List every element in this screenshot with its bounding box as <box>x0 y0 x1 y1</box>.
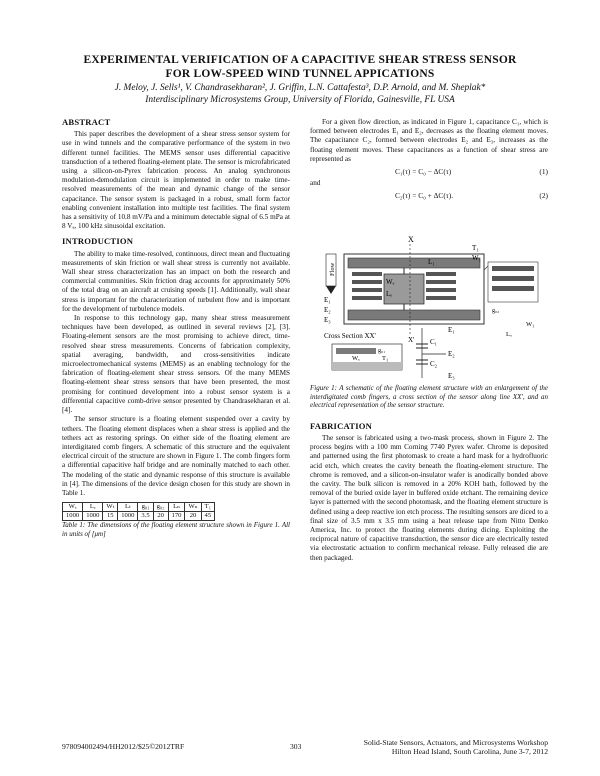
enlarged-finger <box>492 266 534 271</box>
footer-copyright: 978094002494/HH2012/$25©2012TRF <box>62 742 185 751</box>
equation-1-text: C₁(τ) = C₀ − ΔC(τ) <box>395 167 452 177</box>
intro-paragraph-2: In response to this technology gap, many shear stress measurement techniques have been developed, as outlined in several reviews [2], [3]. Floating-element sensors are the most promising to achieve direct, time-resolved shear stress measurements. Concerns of fabrication complexity, spatial averaging, bandwidth, and cross-sensitivities indicate microelectromechanical systems (MEMS) as an enabling technology for the fabrication of floating-element shear stress sensors. Of the many MEMS floating-element shear stress sensors that have been presented, the most promising for continued development into a robust sensor system is a differential capacitive comb-drive sensor presented by Chandrasekharan et al. [4]. <box>62 314 290 415</box>
comb-finger <box>426 296 456 300</box>
table-header-cell: T₁ <box>201 503 215 512</box>
footer-venue-line1: Solid-State Sensors, Actuators, and Microsystems Workshop <box>363 738 548 747</box>
fabrication-heading: FABRICATION <box>310 420 373 431</box>
label-x-top: X <box>408 235 414 244</box>
comb-finger <box>352 272 382 276</box>
table-cell: 170 <box>168 512 185 521</box>
table-cell: 20 <box>185 512 201 521</box>
page-number: 303 <box>290 742 302 751</box>
comb-finger <box>426 288 456 292</box>
cross-section-element <box>336 348 376 354</box>
table-header-cell: g₀₁ <box>138 503 153 512</box>
figure-1-schematic <box>322 232 544 382</box>
table-header-cell: g₀₂ <box>153 503 168 512</box>
equation-1-number: (1) <box>539 167 548 177</box>
table-cell: 1000 <box>118 512 138 521</box>
dimensions-table <box>62 502 215 521</box>
paper-title-line2: FOR LOW-SPEED WIND TUNNEL APPICATIONS <box>165 68 435 80</box>
equation-2-number: (2) <box>539 191 548 201</box>
table-header-cell: Lₑ <box>83 503 103 512</box>
comb-finger <box>352 288 382 292</box>
table-cell: 3.5 <box>138 512 153 521</box>
right-column-top <box>310 118 548 204</box>
label-wf-right: W₁ <box>526 321 535 328</box>
label-t1-bottom: T₁ <box>382 355 389 362</box>
table-cell: 1000 <box>83 512 103 521</box>
enlarged-finger <box>492 286 534 291</box>
abstract-heading: ABSTRACT <box>62 117 111 127</box>
left-column <box>62 118 290 538</box>
label-lo-right: Lₒ <box>506 331 512 338</box>
comb-finger <box>352 296 382 300</box>
enlargement-leader <box>484 266 488 270</box>
author-list: J. Meloy, J. Sells¹, V. Chandrasekharan², J. Griffin, L.N. Cattafesta³, D.P. Arnold, and M. Sheplak* <box>114 83 486 93</box>
table-header-cell: Lₜ <box>118 503 138 512</box>
label-t1-top: T₁ <box>472 244 479 252</box>
right-column-bottom <box>310 384 548 563</box>
intro-paragraph-1: The ability to make time-resolved, continuous, direct mean and fluctuating measurements of skin friction or wall shear stress is currently not available. Wall shear stress characterization has an impact on both the research and commercial communities. Skin friction drag accounts for approximately 50% of the total drag on an aircraft at cruising speeds [1]. Additionally, wall shear stress is important for the characterization of turbulent flow and is important for the development of turbulence models. <box>62 249 290 313</box>
equation-1 <box>310 167 548 176</box>
label-e2: E₂ <box>324 306 331 314</box>
comb-finger <box>352 280 382 284</box>
label-c2: C₂ <box>430 360 438 368</box>
table-cell: 20 <box>153 512 168 521</box>
intro-paragraph-3: The sensor structure is a floating element suspended over a cavity by tethers. The floating element displaces when a shear stress is applied and the tethers act as restoring springs. On either side of the floating element are interdigitated comb fingers. A schematic of this structure and the equivalent electrical circuit of the structure are shown in Figure 1. The comb fingers form a differential capacitive half bridge and are nominally matched to each other. The modeling of the static and dynamic response of this structure is available in [4]. The dimensions of the device design chosen for this study are shown in Table 1. <box>62 415 290 497</box>
table-cell: 15 <box>103 512 118 521</box>
label-e1: E₁ <box>324 296 331 304</box>
label-g02: g₀₂ <box>492 308 500 314</box>
introduction-heading: INTRODUCTION <box>62 236 134 247</box>
table-header-cell: Wₑ <box>63 503 83 512</box>
label-we-bottom: Wₑ <box>352 355 360 362</box>
footer-venue <box>330 738 548 756</box>
label-flow: Flow <box>329 262 336 276</box>
table-value-row <box>63 512 215 521</box>
label-e1-circuit: E₁ <box>448 326 455 334</box>
cross-section-substrate <box>332 362 402 370</box>
table-cell: 45 <box>201 512 215 521</box>
comb-finger <box>426 280 456 284</box>
label-c1: C₁ <box>430 338 438 346</box>
label-lf: L₁ <box>428 258 435 266</box>
electrode-e3-bar <box>348 310 480 320</box>
footer-venue-line2: Hilton Head Island, South Carolina, June 3-7, 2012 <box>391 747 548 756</box>
electrode-e1-bar <box>348 258 480 268</box>
label-e2-circuit: E₂ <box>448 350 455 358</box>
label-wf: W₁ <box>472 254 482 262</box>
label-e3-circuit: E₃ <box>448 372 455 380</box>
label-cross-section: Cross Section XX' <box>324 332 376 340</box>
figure-1-caption: Figure 1: A schematic of the floating element structure with an enlargement of the interdigitated comb fingers, a cross section of the sensor along line XX', and an electrical representation of the sensor structure. <box>310 384 548 410</box>
right-intro-paragraph: For a given flow direction, as indicated in Figure 1, capacitance C₁, which is formed between electrodes E₁ and E₂, decreases as the floating element moves. The capacitance C₂, formed between electrodes E₂ and E₃, increases as the floating element moves. These capacitances as a function of shear stress are represented as <box>310 118 548 163</box>
table-cell: 1000 <box>63 512 83 521</box>
equation-2-text: C₂(τ) = C₀ + ΔC(τ). <box>395 191 454 201</box>
flow-arrow-head <box>326 286 336 294</box>
comb-finger <box>426 272 456 276</box>
label-le: Lₑ <box>386 290 393 298</box>
paper-title-line1: EXPERIMENTAL VERIFICATION OF A CAPACITIVE SHEAR STRESS SENSOR <box>83 54 517 66</box>
label-x-bottom: X' <box>408 336 415 344</box>
enlarged-finger <box>492 276 534 281</box>
and-text: and <box>310 179 321 188</box>
label-we: Wₑ <box>386 278 395 286</box>
abstract-text: This paper describes the development of a shear stress sensor system for use in wind tunnels and the comparative performance of the system in two different tunnel facilities. The MEMS sensor uses differential capacitive transduction of a tethered floating-element plate. The sensor is microfabricated using a silicon-on-Pyrex fabrication process. An analog synchronous modulation-demodulation circuit is implemented in order to make time-resolved measurements of the mean and dynamic change of the sensor capacitance. The sensor system is packaged in a robust, small form factor enabling convenient installation into multiple test facilities. The final system has a sensitivity of 10.8 mV/Pa and a minimum detectable signal of 6.5 mPa at 8 Vₐ, 100 kHz sinusoidal excitation. <box>62 130 290 231</box>
table-header-cell: Wₙ <box>185 503 201 512</box>
label-e3: E₃ <box>324 316 331 324</box>
table-header-row <box>63 503 215 512</box>
equation-2 <box>310 191 548 200</box>
fabrication-paragraph: The sensor is fabricated using a two-mask process, shown in Figure 2. The process begins with a 100 mm Corning 7740 Pyrex wafer. Chrome is deposited and patterned using the first photomask to create a hard mask for a hydrofluoric acid etch, which creates the cavity beneath the floating-element structure. The chrome is removed, and a silicon-on-insulator wafer is anodically bonded above the cavity. The bulk silicon is removed in a 20% KOH bath, followed by the removal of the buried oxide layer in buffered oxide etchant. The remaining device layer is patterned with the second photomask, and the floating element structure is defined using a deep reactive ion etch process. The resulting sensors are diced to a final size of 3.5 mm x 3.5 mm using a heat release tape from Nitto Denko America, Inc. to protect the floating elements during dicing. Exploiting the reciprocal nature of capacitive transduction, the sensor dice are electrically tested via electrostatic actuation to confirm mechanical release. Fully released die are then packaged. <box>310 433 548 562</box>
table-header-cell: Lₙ <box>168 503 185 512</box>
table-caption: Table 1: The dimensions of the floating element structure shown in Figure 1. All in units of [μm] <box>62 521 290 538</box>
label-g01: g₀₁ <box>378 348 386 354</box>
affiliation: Interdisciplinary Microsystems Group, University of Florida, Gainesville, FL USA <box>145 95 455 105</box>
table-header-cell: Wₜ <box>103 503 118 512</box>
